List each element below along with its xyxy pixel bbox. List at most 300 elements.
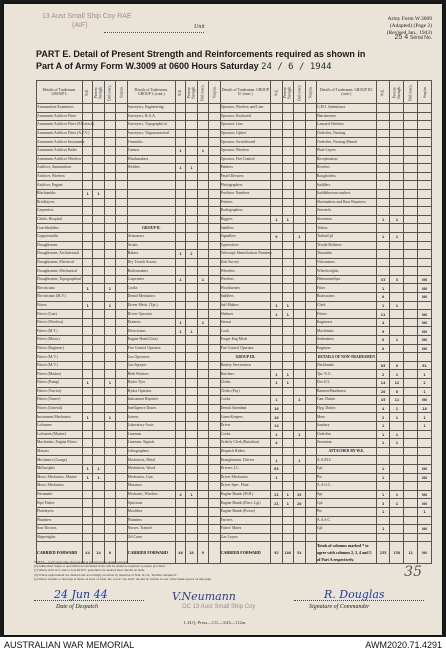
date-caption: Date of Despatch <box>56 604 98 610</box>
trade-label: Motor Mechanics, Marine <box>37 474 77 479</box>
count-cell <box>93 146 104 155</box>
count-cell <box>404 112 418 121</box>
count-cell <box>404 155 418 164</box>
trade-label: Signallers <box>220 234 236 239</box>
table-row <box>37 207 432 216</box>
count-cell <box>271 447 282 456</box>
trade-cell <box>220 336 271 345</box>
trade-cell <box>127 284 175 293</box>
printer-line: L.H.Q. Press—111—3/43—112m. <box>184 620 247 625</box>
count-cell: 14 <box>271 421 282 430</box>
count-cell: 21 <box>271 490 282 499</box>
trade-cell <box>37 293 83 302</box>
trade-cell <box>127 112 175 121</box>
count-cell <box>82 275 92 284</box>
count-cell: 1 <box>104 284 115 293</box>
trade-cell <box>37 421 83 430</box>
trade-cell <box>317 318 377 327</box>
trade-label: Clerks (Pay) <box>220 388 240 393</box>
count-cell <box>93 413 104 422</box>
trade-cell <box>127 490 175 499</box>
trade-cell <box>317 129 377 138</box>
count-cell: 8 <box>390 361 404 370</box>
trade-cell <box>317 181 377 190</box>
trade-label: Photographers <box>220 182 243 187</box>
trade-cell <box>317 439 377 448</box>
count-cell <box>93 482 104 491</box>
trade-label: Coachbuilders <box>37 225 59 230</box>
count-cell: 1 <box>175 318 185 327</box>
count-cell <box>82 164 92 173</box>
count-cell <box>282 293 293 302</box>
count-cell <box>186 456 197 465</box>
count-cell <box>282 447 293 456</box>
count-cell: 1 <box>390 430 404 439</box>
count-cell <box>390 516 404 525</box>
count-cell <box>294 293 305 302</box>
count-cell: 1 <box>82 473 92 482</box>
trade-cell <box>37 112 83 121</box>
trade-cell <box>317 189 377 198</box>
trade-cell <box>220 310 271 319</box>
count-cell: 19 <box>294 490 305 499</box>
trade-cell <box>127 327 175 336</box>
count-cell: 2 <box>186 250 197 259</box>
trade-cell <box>127 396 175 405</box>
count-cell <box>116 250 127 259</box>
trade-label: Boilermakers <box>127 268 149 273</box>
count-cell <box>404 207 418 216</box>
trade-label: Gen. Duties <box>317 397 336 402</box>
trade-label: Cooks <box>220 397 231 402</box>
table-row <box>37 198 432 207</box>
trade-label: Armament Artificer Wireless <box>37 156 82 161</box>
count-cell <box>305 232 316 241</box>
trade-label: Opticians <box>127 500 143 505</box>
count-cell <box>186 370 197 379</box>
count-cell <box>305 344 316 353</box>
trade-cell <box>37 344 83 353</box>
count-cell <box>104 181 115 190</box>
count-cell <box>294 250 305 259</box>
column-header: W.E. <box>271 81 282 104</box>
count-cell: 1 <box>271 396 282 405</box>
pencil-annotation: 35 <box>404 564 422 580</box>
count-cell <box>104 293 115 302</box>
trade-label: Saw Doctors <box>37 526 57 531</box>
trade-cell <box>37 181 83 190</box>
count-cell <box>305 327 316 336</box>
trade-cell <box>220 172 271 181</box>
count-cell <box>197 310 208 319</box>
trade-label: Instrument Repairer <box>127 397 159 402</box>
trade-label: Plumbers <box>127 517 143 522</box>
table-row <box>37 344 432 353</box>
count-cell <box>404 516 418 525</box>
count-cell <box>418 181 432 190</box>
count-cell <box>418 232 432 241</box>
trade-label: Laboratory Assts <box>127 423 154 428</box>
trade-label: Unit Survey <box>220 259 240 264</box>
count-cell <box>209 267 220 276</box>
count-cell: 12 <box>390 379 404 388</box>
count-cell <box>197 525 208 534</box>
count-cell <box>116 336 127 345</box>
count-cell <box>186 379 197 388</box>
trade-cell <box>37 387 83 396</box>
count-cell: 8 <box>390 387 404 396</box>
trade-cell <box>317 490 377 499</box>
trade-cell <box>127 267 175 276</box>
trade-cell <box>37 379 83 388</box>
table-row <box>37 250 432 259</box>
count-cell <box>186 301 197 310</box>
count-cell <box>376 138 390 147</box>
count-cell <box>305 464 316 473</box>
count-cell <box>93 207 104 216</box>
count-cell <box>104 387 115 396</box>
count-cell <box>82 318 92 327</box>
count-cell <box>175 293 185 302</box>
count-cell <box>404 490 418 499</box>
count-cell <box>197 464 208 473</box>
count-cell <box>404 499 418 508</box>
trade-cell <box>127 447 175 456</box>
count-cell <box>104 404 115 413</box>
count-cell <box>175 258 185 267</box>
column-header: Present Strength. <box>186 81 197 104</box>
trade-label: Saddlers <box>220 294 234 299</box>
count-cell <box>209 241 220 250</box>
count-cell <box>197 482 208 491</box>
count-cell <box>376 224 390 233</box>
trade-label: Gas Operators <box>127 354 150 359</box>
count-cell <box>404 258 418 267</box>
archive-id: AWM2020.71.4291 <box>365 640 442 650</box>
count-cell <box>294 164 305 173</box>
count-cell <box>104 473 115 482</box>
count-cell <box>282 421 293 430</box>
count-cell <box>209 146 220 155</box>
trade-cell <box>317 104 377 113</box>
count-cell <box>282 533 293 542</box>
trade-label: Hyg. Duties <box>317 406 336 411</box>
count-cell: 1 <box>175 164 185 173</box>
trade-label: Saddlers <box>317 182 331 187</box>
count-cell <box>82 310 92 319</box>
count-cell: NN <box>418 344 432 353</box>
count-cell <box>294 447 305 456</box>
trade-cell <box>317 121 377 130</box>
count-cell: 1 <box>93 189 104 198</box>
count-cell <box>209 164 220 173</box>
trade-label: A.A.S.C. <box>317 517 331 522</box>
trade-label: Textile Refitters <box>317 242 342 247</box>
count-cell <box>294 155 305 164</box>
count-cell <box>209 516 220 525</box>
trade-cell <box>127 104 175 113</box>
trade-cell <box>220 413 271 422</box>
date-line <box>34 600 144 601</box>
trade-label: Draughtsmen <box>37 242 58 247</box>
trade-cell <box>220 421 271 430</box>
total-value: 92 <box>271 542 282 564</box>
count-cell <box>209 198 220 207</box>
trade-label: Stewards <box>317 208 331 213</box>
count-cell <box>175 421 185 430</box>
count-cell <box>282 516 293 525</box>
trade-label: Operator, Fire Control <box>220 156 255 161</box>
count-cell <box>282 112 293 121</box>
trade-label: Operator, Wireless and Line <box>220 105 264 110</box>
table-row <box>37 232 432 241</box>
count-cell <box>282 232 293 241</box>
count-cell <box>186 499 197 508</box>
count-cell <box>197 267 208 276</box>
count-cell <box>305 181 316 190</box>
count-cell: 1 <box>390 215 404 224</box>
trade-cell <box>220 181 271 190</box>
trade-cell <box>127 250 175 259</box>
trade-label: Engineers <box>317 320 333 325</box>
note-line: (d) Where replacement not desired and accordingly an exists by insertion of N.R. in col. "Reinfts. Required". <box>34 572 178 577</box>
trade-label: Draughtsmen, Architectural <box>37 251 80 256</box>
count-cell <box>175 507 185 516</box>
trade-cell <box>37 121 95 130</box>
trade-cell <box>37 490 83 499</box>
trade-label: Saddlebrowns makers <box>317 191 351 196</box>
trade-cell <box>220 525 271 534</box>
total-value: 9 <box>197 542 208 564</box>
count-cell <box>104 421 115 430</box>
count-cell <box>104 250 115 259</box>
total-value: 6 <box>104 542 115 564</box>
serial-number: 25 4 Serial No. <box>394 34 432 41</box>
count-cell <box>93 232 104 241</box>
trade-label: Stewat <box>220 320 231 325</box>
trade-label: Boatswains <box>317 294 335 299</box>
count-cell <box>116 138 127 147</box>
count-cell <box>418 258 432 267</box>
trade-label: Blacksmiths <box>37 191 56 196</box>
count-cell <box>82 327 92 336</box>
count-cell <box>186 525 197 534</box>
trade-label: Dispatch Riders <box>220 449 245 454</box>
trade-cell <box>317 112 377 121</box>
trade-label: Machinists, Metal <box>127 457 156 462</box>
count-cell <box>404 379 418 388</box>
count-cell <box>197 439 208 448</box>
count-cell <box>271 387 282 396</box>
count-cell <box>305 525 316 534</box>
trade-label: Fitter <box>317 285 326 290</box>
count-cell <box>390 258 404 267</box>
trade-label: Carpenters <box>127 277 145 282</box>
trade-cell <box>220 301 271 310</box>
trade-cell <box>317 533 377 542</box>
count-cell: 1 <box>82 301 92 310</box>
count-cell <box>390 284 404 293</box>
trade-cell <box>317 138 377 147</box>
count-cell <box>418 164 432 173</box>
count-cell <box>82 370 92 379</box>
count-cell: 1 <box>294 232 305 241</box>
count-cell <box>282 138 293 147</box>
total-value: 11 <box>404 542 418 564</box>
count-cell <box>418 267 432 276</box>
count-cell <box>282 129 293 138</box>
trade-cell <box>220 370 271 379</box>
count-cell <box>282 525 293 534</box>
trade-cell <box>317 155 377 164</box>
trade-cell <box>37 146 83 155</box>
trade-cell <box>317 301 377 310</box>
trade-cell <box>37 499 83 508</box>
count-cell <box>209 318 220 327</box>
table-row <box>37 421 432 430</box>
count-cell <box>116 473 127 482</box>
count-cell <box>271 250 282 259</box>
count-cell <box>82 456 92 465</box>
count-cell <box>404 293 418 302</box>
trade-cell <box>127 146 175 155</box>
trade-label: Bakers <box>127 251 139 256</box>
trade-cell <box>127 318 175 327</box>
count-cell <box>294 525 305 534</box>
trade-label: Clerks <box>220 380 231 385</box>
table-row <box>37 490 432 499</box>
count-cell <box>271 164 282 173</box>
count-cell <box>376 146 390 155</box>
trade-cell <box>127 413 175 422</box>
column-header: Details of Tradesmen. GROUP II. (cont.) <box>220 81 271 104</box>
trade-cell <box>317 473 377 482</box>
count-cell: 1 <box>271 379 282 388</box>
count-cell <box>82 215 92 224</box>
trade-label: Dry Trench Assists <box>127 259 157 264</box>
trade-cell <box>37 198 83 207</box>
count-cell <box>404 327 418 336</box>
count-cell <box>186 121 197 130</box>
count-cell <box>390 112 404 121</box>
trade-label: Linemen <box>127 431 142 436</box>
trade-label: Millwrights <box>37 466 55 471</box>
trade-label: Shipwrights <box>37 534 56 539</box>
trade-cell <box>220 241 271 250</box>
count-cell <box>93 361 104 370</box>
trade-cell <box>127 507 175 516</box>
count-cell <box>104 258 115 267</box>
count-cell <box>404 224 418 233</box>
count-cell: 81 <box>418 361 432 370</box>
count-cell <box>197 250 208 259</box>
column-header: Deficiency. <box>197 81 208 104</box>
count-cell: 20 <box>294 499 305 508</box>
count-cell: 1 <box>294 456 305 465</box>
count-cell <box>116 284 127 293</box>
trade-label: Fitters <box>317 311 327 316</box>
count-cell <box>197 430 208 439</box>
count-cell <box>175 267 185 276</box>
count-cell: 1 <box>376 525 390 534</box>
total-label: CARRIED FORWARD <box>37 542 83 564</box>
count-cell <box>197 293 208 302</box>
count-cell <box>186 516 197 525</box>
count-cell <box>376 207 390 216</box>
trade-label: Armament Artificer Fitter (A.F.V.) <box>37 131 90 136</box>
trade-label: Turners <box>127 148 140 153</box>
trade-cell <box>37 525 83 534</box>
count-cell <box>104 361 115 370</box>
trade-label: Hairdressers <box>317 113 336 118</box>
count-cell <box>271 525 282 534</box>
count-cell <box>82 146 92 155</box>
trade-label: Fitters (Gun) <box>37 311 57 316</box>
count-cell <box>271 112 282 121</box>
count-cell <box>175 344 185 353</box>
count-cell: 1 <box>82 189 92 198</box>
count-cell <box>104 189 115 198</box>
count-cell <box>175 353 185 362</box>
count-cell <box>271 138 282 147</box>
total-value: NN <box>418 542 432 564</box>
count-cell <box>104 430 115 439</box>
count-cell <box>186 146 197 155</box>
count-cell <box>376 121 390 130</box>
count-cell <box>197 198 208 207</box>
count-cell <box>404 301 418 310</box>
count-cell <box>175 172 185 181</box>
count-cell <box>104 207 115 216</box>
count-cell <box>197 490 208 499</box>
form-sheet <box>4 4 442 635</box>
count-cell: 1 <box>294 430 305 439</box>
count-cell <box>305 275 316 284</box>
count-cell <box>104 310 115 319</box>
table-row <box>37 121 432 130</box>
trade-label: Mechanics, Gun <box>127 474 153 479</box>
count-cell: 1 <box>418 421 432 430</box>
trade-label: Fitters (Marine) <box>37 371 62 376</box>
count-cell: 1 <box>390 490 404 499</box>
count-cell <box>186 396 197 405</box>
count-cell <box>305 439 316 448</box>
count-cell <box>197 112 208 121</box>
count-cell: 1 <box>82 413 92 422</box>
count-cell <box>282 404 293 413</box>
count-cell: 1 <box>418 413 432 422</box>
count-cell <box>294 413 305 422</box>
count-cell <box>175 181 185 190</box>
count-cell <box>93 525 104 534</box>
count-cell <box>404 473 418 482</box>
trade-label: Drainers <box>127 320 141 325</box>
trade-cell <box>37 224 83 233</box>
trade-cell <box>317 224 377 233</box>
count-cell <box>305 430 316 439</box>
count-cell: NN <box>418 284 432 293</box>
count-cell: 1 <box>418 387 432 396</box>
count-cell <box>282 284 293 293</box>
trade-label: Surveyors, Trigonometrical <box>127 131 170 136</box>
count-cell <box>376 456 390 465</box>
count-cell <box>186 215 197 224</box>
count-cell <box>390 293 404 302</box>
count-cell <box>271 198 282 207</box>
trade-cell <box>127 525 175 534</box>
trade-label: Tinsmiths <box>317 251 333 256</box>
count-cell: 4 <box>271 439 282 448</box>
